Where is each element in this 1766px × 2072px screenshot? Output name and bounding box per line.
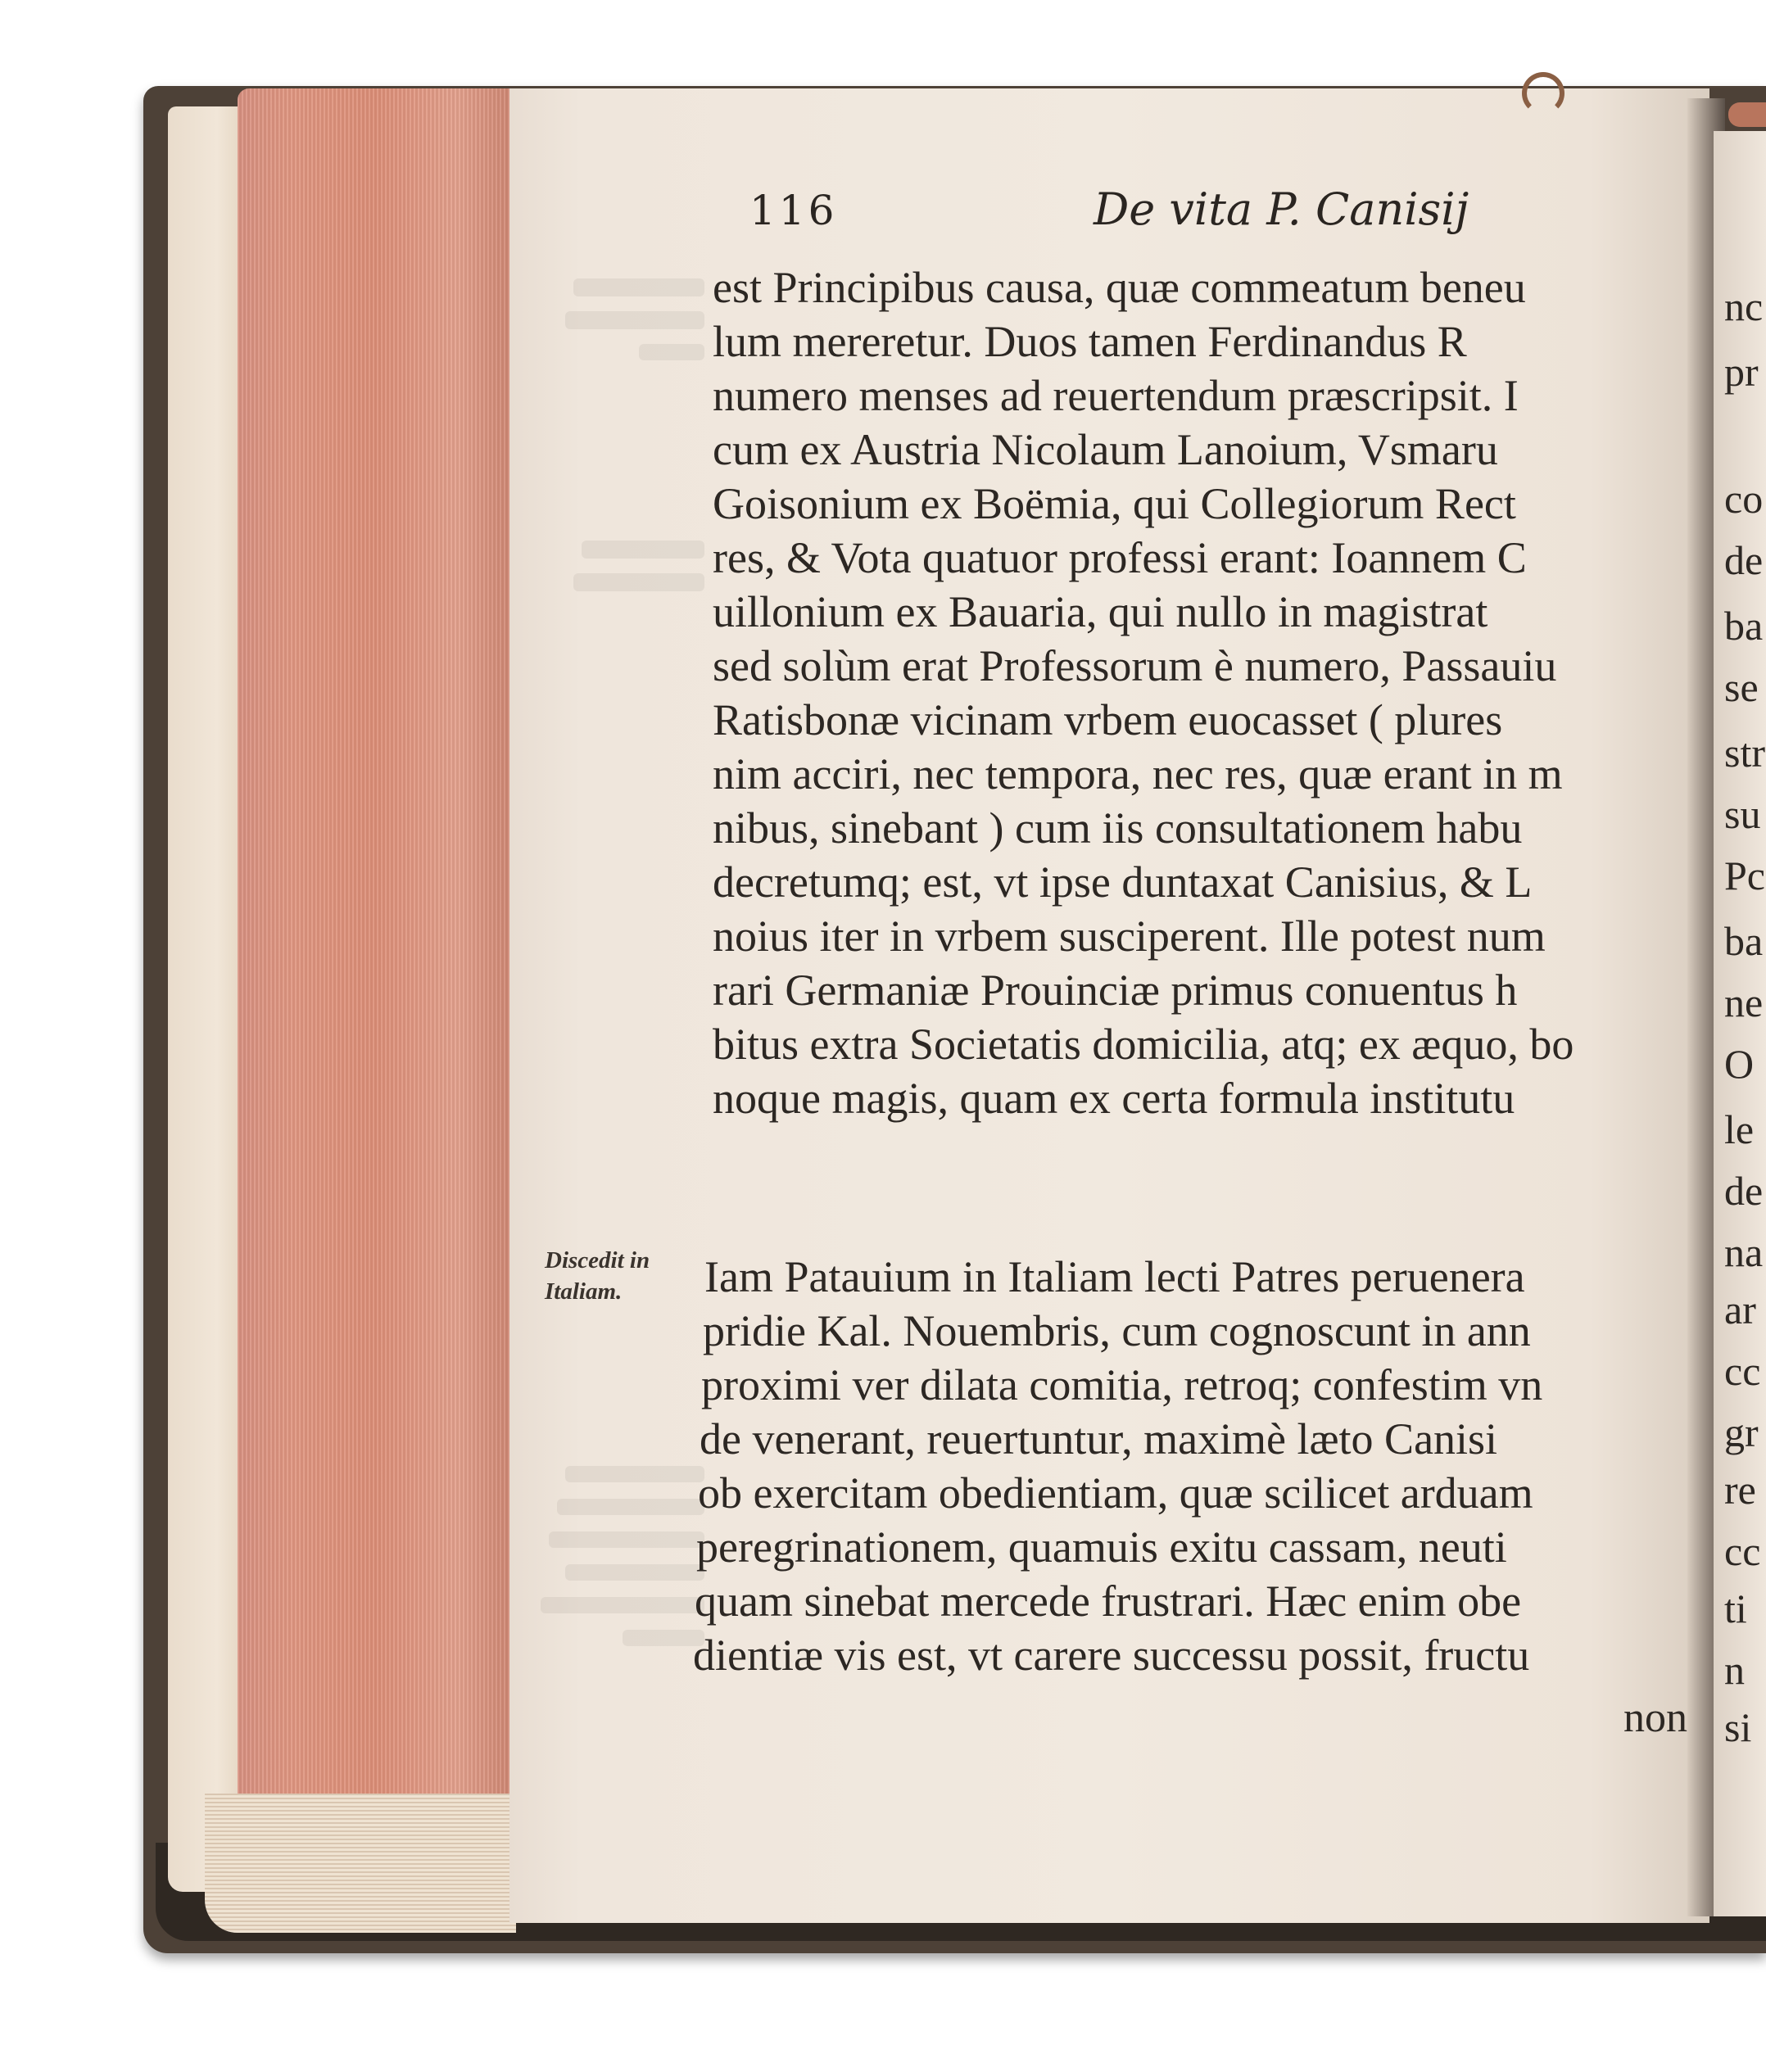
bleed-through-mark xyxy=(557,1499,704,1515)
right-page-fragment: n xyxy=(1724,1647,1745,1693)
right-page-fragment: le xyxy=(1724,1106,1755,1152)
right-page-fragment: ti xyxy=(1724,1586,1747,1631)
bleed-through-mark xyxy=(565,1466,704,1482)
margin-note xyxy=(545,1245,709,1307)
bleed-through-mark xyxy=(565,311,704,329)
text-line: decretumq; est, vt ipse duntaxat Canisius, & L xyxy=(713,857,1533,907)
text-line: cum ex Austria Nicolaum Lanoium, Vsmaru xyxy=(713,425,1498,474)
clasp-hook-icon xyxy=(1522,72,1564,115)
body-text xyxy=(693,260,1712,1816)
right-page-fragment: si xyxy=(1724,1704,1752,1750)
text-line: noius iter in vrbem susciperent. Ille potest num xyxy=(713,912,1546,961)
text-line: dientiæ vis est, vt carere successu possit, fructu xyxy=(693,1631,1530,1680)
catchword: non xyxy=(1623,1694,1687,1741)
right-page-fragment: Pc xyxy=(1724,853,1765,898)
bleed-through-mark xyxy=(639,344,704,360)
right-page-fragment: pr xyxy=(1724,349,1759,395)
margin-note-line: Discedit in xyxy=(545,1247,650,1274)
page-header xyxy=(749,183,1569,252)
right-page-fragment: gr xyxy=(1724,1409,1759,1455)
right-page-fragment: co xyxy=(1724,476,1764,522)
text-line: peregrinationem, quamuis exitu cassam, neuti xyxy=(696,1522,1507,1572)
bleed-through-mark xyxy=(582,541,704,559)
text-line: nibus, sinebant ) cum iis consultationem habu xyxy=(713,803,1523,853)
text-line: de venerant, reuertuntur, maximè læto Canisi xyxy=(700,1414,1498,1464)
right-page-fragment: str xyxy=(1724,730,1765,776)
right-page-fragment: nc xyxy=(1724,283,1764,329)
right-page-fragment: de xyxy=(1724,1168,1764,1214)
text-line: rari Germaniæ Prouinciæ primus conuentus h xyxy=(713,966,1518,1015)
text-line: sed solùm erat Professorum è numero, Passauiu xyxy=(713,641,1557,690)
text-line: noque magis, quam ex certa formula institutu xyxy=(713,1074,1515,1123)
bleed-through-mark xyxy=(565,1564,704,1581)
text-line: Iam Patauium in Italiam lecti Patres peruenera xyxy=(704,1252,1525,1301)
right-page-fragment: ar xyxy=(1724,1287,1756,1332)
page-block-red-edge xyxy=(238,88,512,1907)
text-line: bitus extra Societatis domicilia, atq; ex æquo, bo xyxy=(713,1020,1574,1069)
running-title: De vita P. Canisij xyxy=(1094,183,1469,235)
text-line: proximi ver dilata comitia, retroq; confestim vn xyxy=(701,1360,1543,1409)
text-line: pridie Kal. Nouembris, cum cognoscunt in ann xyxy=(703,1306,1531,1355)
text-line: est Principibus causa, quæ commeatum beneu xyxy=(713,263,1526,312)
text-line: Goisonium ex Boëmia, qui Collegiorum Rect xyxy=(713,479,1516,528)
right-page-fragment: cc xyxy=(1724,1528,1761,1574)
text-line: uillonium ex Bauaria, qui nullo in magistrat xyxy=(713,587,1488,636)
right-page-fragment: ba xyxy=(1724,918,1764,964)
margin-note-line: Italiam. xyxy=(545,1278,623,1305)
text-line: numero menses ad reuertendum præscripsit. I xyxy=(713,371,1519,420)
right-page-fragment: se xyxy=(1724,664,1759,710)
bleed-through-mark xyxy=(549,1531,704,1548)
bleed-through-mark xyxy=(573,573,704,591)
right-page-fragment: su xyxy=(1724,791,1761,837)
bleed-through-mark xyxy=(623,1630,704,1646)
right-page-fragment: ba xyxy=(1724,603,1764,649)
text-line: quam sinebat mercede frustrari. Hæc enim obe xyxy=(695,1577,1522,1626)
text-line: nim acciri, nec tempora, nec res, quæ erant in m xyxy=(713,749,1563,798)
text-line: ob exercitam obedientiam, quæ scilicet arduam xyxy=(698,1468,1533,1518)
page-number: 116 xyxy=(749,187,838,234)
text-line: lum mereretur. Duos tamen Ferdinandus R xyxy=(713,317,1467,366)
bleed-through-mark xyxy=(541,1597,704,1613)
bleed-through-mark xyxy=(573,278,704,296)
right-page-fragment: O xyxy=(1724,1041,1755,1087)
right-page-fragment: ne xyxy=(1724,979,1764,1025)
right-page-fragment: cc xyxy=(1724,1348,1761,1394)
text-line: res, & Vota quatuor professi erant: Ioannem C xyxy=(713,533,1527,582)
page-block-bottom-edge xyxy=(205,1794,516,1933)
right-page-fragment: re xyxy=(1724,1467,1756,1513)
clasp-tab-icon xyxy=(1728,102,1766,127)
text-line: Ratisbonæ vicinam vrbem euocasset ( plures xyxy=(713,695,1503,744)
right-page-fragment: de xyxy=(1724,537,1764,583)
right-page-fragment: na xyxy=(1724,1229,1764,1275)
